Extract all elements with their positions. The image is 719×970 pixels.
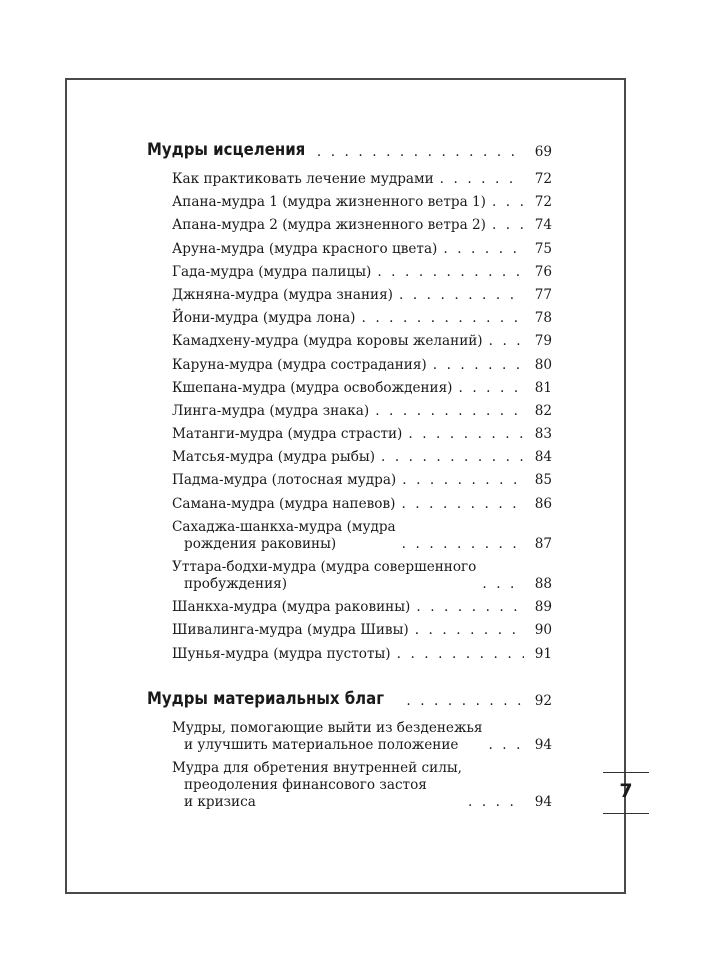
toc-entry-continuation: преодоления финансового застоя xyxy=(184,776,427,793)
leader-dots xyxy=(415,622,524,639)
toc-entry-title xyxy=(147,559,476,593)
toc-entry-line: Сахаджа-шанкха-мудра (мудра xyxy=(172,518,396,535)
leader-dots xyxy=(408,426,524,443)
toc-entry-continuation: рождения раковины) xyxy=(184,535,337,552)
toc-entry-title xyxy=(147,287,393,304)
leader-dots xyxy=(401,496,524,513)
toc-entry-page: 81 xyxy=(534,379,552,396)
toc-entry[interactable] xyxy=(147,559,552,593)
toc-entry-title xyxy=(147,310,355,327)
toc-entry-line: Мудры, помогающие выйти из безденежья xyxy=(172,719,483,736)
toc-entry-title xyxy=(147,194,486,211)
leader-dots xyxy=(402,472,524,489)
page-number: 7 xyxy=(619,780,633,802)
section-heading[interactable] xyxy=(147,689,552,709)
toc-entry-page: 84 xyxy=(534,449,552,466)
toc-entry-page: 94 xyxy=(534,793,552,810)
toc-entry-page: 77 xyxy=(534,286,552,303)
toc-entry-line: Апана-мудра 1 (мудра жизненного ветра 1) xyxy=(172,194,486,211)
toc-entry-page: 75 xyxy=(534,240,552,257)
toc-entry[interactable] xyxy=(147,496,552,513)
page-tab-top-rule xyxy=(603,772,649,773)
toc-entry-continuation: и улучшить материальное положение xyxy=(184,736,459,753)
toc-entry[interactable] xyxy=(147,519,552,553)
toc-entry[interactable] xyxy=(147,599,552,616)
toc-entry-title xyxy=(147,357,427,374)
toc-entry-line: Каруна-мудра (мудра сострадания) xyxy=(172,356,427,373)
toc-entry[interactable] xyxy=(147,449,552,466)
toc-entry-title xyxy=(147,403,369,420)
toc-entry-line: Кшепана-мудра (мудра освобождения) xyxy=(172,379,453,396)
toc-entry-title xyxy=(147,599,410,616)
toc-entry-line: Камадхену-мудра (мудра коровы желаний) xyxy=(172,333,483,350)
leader-dots xyxy=(440,171,524,188)
toc-entry-page: 88 xyxy=(534,576,552,592)
toc-entry[interactable] xyxy=(147,241,552,258)
toc-entry-line: Джняна-мудра (мудра знания) xyxy=(172,286,393,303)
toc-entry-line: Линга-мудра (мудра знака) xyxy=(172,402,370,419)
toc-entry[interactable] xyxy=(147,403,552,420)
toc-entry[interactable] xyxy=(147,171,552,188)
toc-entry[interactable] xyxy=(147,380,552,397)
toc-entry-page: 72 xyxy=(534,171,552,187)
leader-dots xyxy=(482,576,524,593)
toc-entry-page: 79 xyxy=(534,333,552,350)
toc-entry-title xyxy=(147,241,437,258)
toc-entry-line: Шунья-мудра (мудра пустоты) xyxy=(172,645,391,662)
toc-entry[interactable] xyxy=(147,333,552,350)
toc-entry-page: 82 xyxy=(534,402,552,419)
leader-dots xyxy=(459,380,525,397)
leader-dots xyxy=(317,144,524,160)
section-heading[interactable] xyxy=(147,140,552,160)
toc-entry[interactable] xyxy=(147,622,552,639)
toc-entry-page: 91 xyxy=(534,645,552,662)
toc-entry-title xyxy=(147,646,391,663)
leader-dots xyxy=(399,287,524,304)
toc-entry-title xyxy=(147,496,395,513)
leader-dots xyxy=(468,794,524,811)
toc-entry-line: Как практиковать лечение мудрами xyxy=(172,171,434,187)
toc-entry-line: Апана-мудра 2 (мудра жизненного ветра 2) xyxy=(172,217,486,234)
leader-dots xyxy=(381,449,524,466)
toc-entry-title xyxy=(147,449,375,466)
toc-entry-continuation: и кризиса xyxy=(184,793,256,810)
toc-entry-page: 85 xyxy=(534,472,552,489)
toc-entry-title xyxy=(147,760,462,811)
toc-entry-page: 90 xyxy=(534,622,552,639)
toc-entry[interactable] xyxy=(147,217,552,234)
toc-entry[interactable] xyxy=(147,760,552,811)
toc-entry[interactable] xyxy=(147,194,552,211)
toc-entry-line: Шанкха-мудра (мудра раковины) xyxy=(172,599,411,616)
leader-dots xyxy=(492,217,524,234)
toc-entry-page: 94 xyxy=(534,736,552,753)
leader-dots xyxy=(402,536,524,553)
toc-entry-title xyxy=(147,519,396,553)
toc-entry[interactable] xyxy=(147,426,552,443)
toc-entry-line: Йони-мудра (мудра лона) xyxy=(172,310,356,327)
toc-entry-title xyxy=(147,380,453,397)
section-title: Мудры исцеления xyxy=(147,140,306,160)
toc-entry-page: 74 xyxy=(534,217,552,234)
leader-dots xyxy=(416,599,524,616)
toc-entry[interactable] xyxy=(147,287,552,304)
table-of-contents xyxy=(147,140,552,817)
toc-entry-line: Падма-мудра (лотосная мудра) xyxy=(172,472,397,489)
toc-entry-page: 72 xyxy=(534,194,552,211)
leader-dots xyxy=(489,333,524,350)
toc-entry-line: Шивалинга-мудра (мудра Шивы) xyxy=(172,622,409,639)
section-title: Мудры материальных благ xyxy=(147,688,385,709)
toc-entry[interactable] xyxy=(147,720,552,754)
toc-entry[interactable] xyxy=(147,472,552,489)
toc-entry-line: Аруна-мудра (мудра красного цвета) xyxy=(172,240,438,257)
toc-entry-line: Матсья-мудра (мудра рыбы) xyxy=(172,449,375,466)
section-entries xyxy=(147,171,552,663)
leader-dots xyxy=(397,646,524,663)
toc-entry-page: 78 xyxy=(534,310,552,327)
toc-entry-line: Самана-мудра (мудра напевов) xyxy=(172,495,396,512)
leader-dots xyxy=(492,194,524,211)
toc-entry[interactable] xyxy=(147,310,552,327)
toc-entry-line: Матанги-мудра (мудра страсти) xyxy=(172,426,403,443)
page-tab-bottom-rule xyxy=(603,813,649,814)
leader-dots xyxy=(443,241,524,258)
leader-dots xyxy=(375,403,524,420)
section-page: 92 xyxy=(534,692,552,709)
toc-entry-title xyxy=(147,472,396,489)
toc-entry-title xyxy=(147,720,482,754)
toc-entry[interactable] xyxy=(147,646,552,663)
toc-entry-page: 89 xyxy=(534,599,552,616)
leader-dots xyxy=(406,693,524,709)
toc-entry-page: 83 xyxy=(534,426,552,443)
toc-entry-page: 80 xyxy=(534,356,552,373)
toc-entry-continuation: пробуждения) xyxy=(184,576,288,592)
toc-entry-line: Гада-мудра (мудра палицы) xyxy=(172,263,372,280)
toc-entry-line: Мудра для обретения внутренней силы, xyxy=(172,759,462,776)
toc-entry-page: 86 xyxy=(534,495,552,512)
leader-dots xyxy=(488,737,524,754)
leader-dots xyxy=(361,310,524,327)
leader-dots xyxy=(433,357,524,374)
section-entries xyxy=(147,720,552,811)
toc-entry-line: Уттара-бодхи-мудра (мудра совершенного xyxy=(172,559,477,575)
section-page: 69 xyxy=(534,144,552,160)
toc-entry-page: 87 xyxy=(534,535,552,552)
toc-entry-title xyxy=(147,426,402,443)
leader-dots xyxy=(377,264,524,281)
toc-entry-title xyxy=(147,264,371,281)
toc-entry-title xyxy=(147,171,434,188)
toc-entry[interactable] xyxy=(147,357,552,374)
toc-entry[interactable] xyxy=(147,264,552,281)
toc-entry-page: 76 xyxy=(534,263,552,280)
toc-entry-title xyxy=(147,622,409,639)
toc-entry-title xyxy=(147,217,486,234)
toc-entry-title xyxy=(147,333,483,350)
